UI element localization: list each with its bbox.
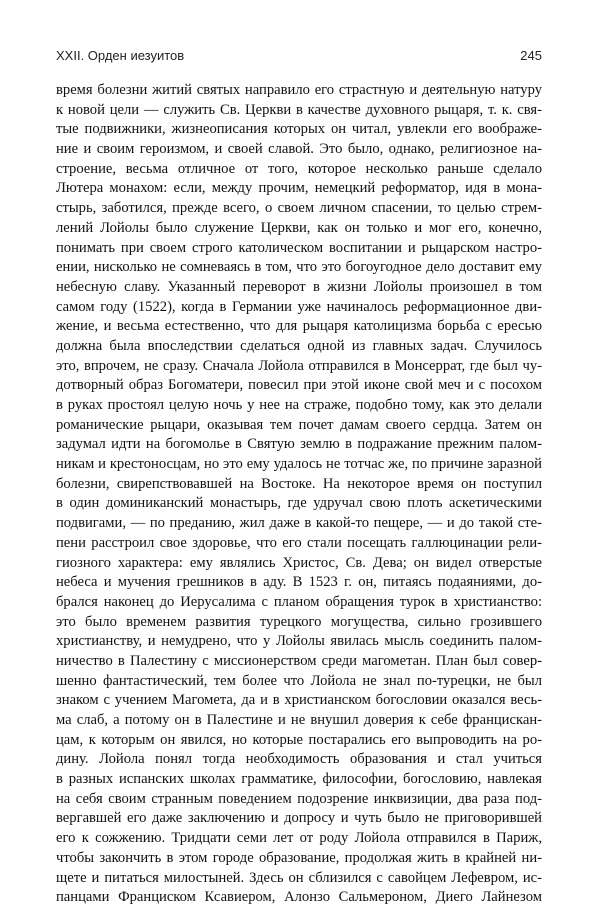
text-line: время болезни житий святых направило его страстную и деятельную натуру bbox=[56, 82, 542, 98]
text-line: никам и крестоносцам, но это ему удалось не тотчас же, по причине заразной bbox=[56, 456, 542, 473]
text-line: небеса и мучения грешников в аду. В 1523 г. он, питаясь подаяниями, до- bbox=[56, 574, 542, 591]
text-line: это было временем развития турецкого могущества, сильно грозившего bbox=[56, 613, 542, 630]
text-line: брался наконец до Иерусалима с планом обращения турок в христианство: bbox=[56, 593, 542, 610]
text-line: дотворный образ Богоматери, повесил при этой иконе свой меч и с посохом bbox=[56, 377, 542, 394]
text-line: самом году (1522), когда в Германии уже начиналось реформационное дви- bbox=[56, 298, 542, 315]
text-line: это, впрочем, не сразу. Сначала Лойола отправился в Монсеррат, где был чу- bbox=[56, 357, 542, 374]
text-line: романические рыцари, оказывая тем почет дамам своего сердца. Затем он bbox=[56, 416, 542, 433]
text-line: пени расстроил свое здоровье, что его стали посещать галлюцинации рели- bbox=[56, 534, 542, 551]
text-line: в руках простоял целую ночь у нее на страже, подобно тому, как это делали bbox=[56, 397, 542, 413]
page-number: 245 bbox=[520, 48, 542, 63]
text-line: христианству, и немудрено, что у Лойолы явилась мысль соединить палом- bbox=[56, 633, 542, 650]
text-line: должна была впоследствии сделаться одной из главных задач. Случилось bbox=[56, 337, 542, 354]
chapter-title: XXII. Орден иезуитов bbox=[56, 48, 185, 63]
text-line: небесную славу. Указанный переворот в жизни Лойолы произошел в том bbox=[56, 278, 542, 295]
text-line: гиозного характера: ему являлись Христос, Св. Дева; он видел отверстые bbox=[56, 554, 542, 571]
text-line: шенно фантастический, тем более что Лойола не знал по-турецки, не был bbox=[56, 672, 542, 689]
text-line: дину. Лойола понял тогда необходимость образования и стал учиться bbox=[56, 751, 542, 768]
text-line: стырь, заботился, прежде всего, о своем личном спасении, то целью стрем- bbox=[56, 200, 542, 217]
text-line: в разных испанских школах грамматике, философии, богословию, навлекая bbox=[56, 771, 542, 788]
text-line: лений Лойолы было служение Церкви, как он только и мог его, конечно, bbox=[56, 219, 542, 236]
text-line: болезни, свирепствовавшей на Востоке. На некоторое время он поступил bbox=[56, 475, 542, 492]
text-line: тые подвижники, жизнеописания которых он читал, увлекли его воображе- bbox=[56, 121, 542, 138]
text-line: на себя своим странным поведением подозрение инквизиции, два раза под- bbox=[56, 790, 542, 807]
text-line: подвигами, — по преданию, жил даже в какой-то пещере, — и до такой сте- bbox=[56, 515, 542, 532]
text-line: его к сожжению. Тридцати семи лет от роду Лойола отправился в Париж, bbox=[56, 830, 542, 847]
text-line: панцами Франциском Ксавиером, Алонзо Сальмероном, Диего Лайнезом bbox=[56, 889, 542, 906]
text-line: Лютера монахом: если, между прочим, немецкий реформатор, идя в мона- bbox=[56, 180, 542, 197]
text-line: ении, нисколько не сомневаясь в том, что это богоугодное дело доставит ему bbox=[56, 259, 542, 276]
running-head bbox=[56, 48, 542, 68]
text-line: вергавшей его даже заключению и допросу и чуть было не приговорившей bbox=[56, 810, 542, 827]
text-line: задумал идти на богомолье в Святую землю в подражание прежним палом- bbox=[56, 436, 542, 453]
text-line: к новой цели — служить Св. Церкви в качестве духовного рыцаря, т. к. свя- bbox=[56, 101, 542, 118]
text-line: щете и питаться милостыней. Здесь он сблизился с савойцем Лефевром, ис- bbox=[56, 869, 542, 886]
text-line: строение, весьма отличное от того, которое несколько раньше сделало bbox=[56, 160, 542, 177]
body-text bbox=[56, 81, 542, 908]
text-line: ма слаб, а потому он в Палестине и не внушил доверия к себе францискан- bbox=[56, 712, 542, 728]
text-line: ничество в Палестину с миссионерством среди магометан. План был совер- bbox=[56, 652, 542, 669]
text-line: в один доминиканский монастырь, где удручал свою плоть аскетическими bbox=[56, 495, 542, 512]
text-line: ние и своим героизмом, и своей славой. Это было, однако, религиозное на- bbox=[56, 141, 542, 158]
text-line: жение, и весьма естественно, что для рыцаря католицизма борьба с ересью bbox=[56, 318, 542, 335]
text-line: чтобы закончить в этом городе образование, продолжая жить в крайней ни- bbox=[56, 849, 542, 866]
text-line: знаком с учением Магомета, да и в христианском богословии оказался весь- bbox=[56, 692, 542, 709]
text-line: цам, к которым он явился, но которые постарались его выпроводить на ро- bbox=[56, 731, 542, 748]
text-line: понимать при своем строго католическом воспитании и рыцарском настро- bbox=[56, 239, 542, 256]
